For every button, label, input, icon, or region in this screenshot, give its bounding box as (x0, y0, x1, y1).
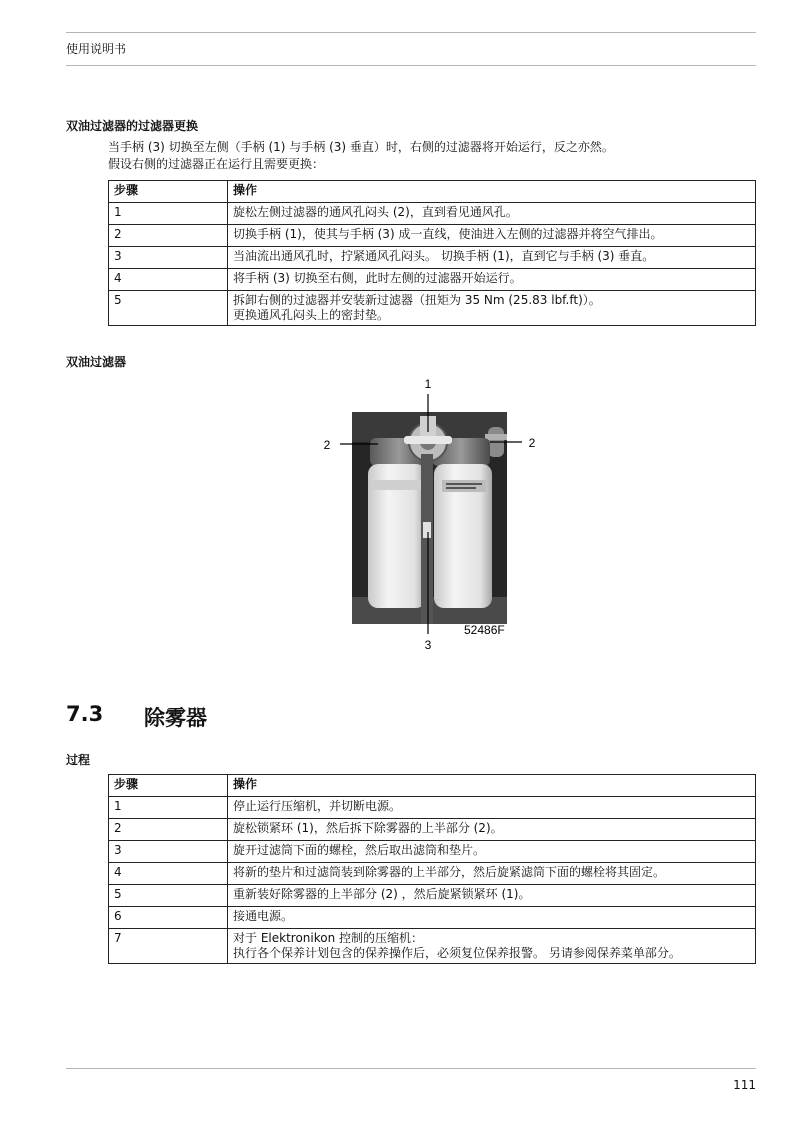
header-bottom-rule (66, 65, 756, 66)
callout-1: 1 (424, 377, 432, 391)
action-line: 执行各个保养计划包含的保养操作后，必须复位保养报警。 另请参阅保养菜单部分。 (233, 946, 681, 960)
table-row (109, 291, 756, 326)
intro-line: 假设右侧的过滤器正在运行且需要更换： (108, 157, 325, 171)
table-row (109, 797, 756, 819)
action-line: 当油流出通风孔时，拧紧通风孔闷头。 切换手柄 (1)，直到它与手柄 (3) 垂直。 (233, 249, 655, 263)
step-action (228, 225, 756, 247)
step-action (228, 797, 756, 819)
step-action (228, 863, 756, 885)
step-action (228, 819, 756, 841)
table-row (109, 269, 756, 291)
action-line: 拆卸右侧的过滤器并安装新过滤器（扭矩为 35 Nm (25.83 lbf.ft)）。 (233, 293, 601, 307)
header-step: 步骤 (109, 181, 228, 203)
table-row (109, 885, 756, 907)
step-number: 7 (109, 929, 228, 964)
dual-oil-filter-figure (300, 372, 560, 657)
action-line: 重新装好除雾器的上半部分 (2) ，然后旋紧锁紧环 (1)。 (233, 887, 531, 901)
section-intro (108, 139, 614, 173)
step-number: 1 (109, 203, 228, 225)
action-line: 旋松左侧过滤器的通风孔闷头 (2)，直到看见通风孔。 (233, 205, 518, 219)
step-number: 2 (109, 819, 228, 841)
step-number: 3 (109, 841, 228, 863)
callout-3: 3 (424, 638, 432, 652)
step-number: 6 (109, 907, 228, 929)
table-row (109, 841, 756, 863)
action-line: 将手柄 (3) 切换至右侧，此时左侧的过滤器开始运行。 (233, 271, 522, 285)
footer-rule (66, 1068, 756, 1069)
action-line: 接通电源。 (233, 909, 294, 923)
step-action (228, 841, 756, 863)
step-number: 4 (109, 863, 228, 885)
section-title-procedure: 过程 (66, 753, 91, 767)
step-action (228, 269, 756, 291)
demister-procedure-table (108, 774, 756, 964)
action-line: 停止运行压缩机，并切断电源。 (233, 799, 402, 813)
table-row (109, 863, 756, 885)
header-action: 操作 (228, 181, 756, 203)
page-number: 111 (733, 1078, 756, 1092)
table-row (109, 819, 756, 841)
callout-2-left: 2 (323, 438, 331, 452)
action-line: 切换手柄 (1)，使其与手柄 (3) 成一直线，使油进入左侧的过滤器并将空气排出。 (233, 227, 663, 241)
header-action: 操作 (228, 775, 756, 797)
step-action (228, 929, 756, 964)
step-number: 2 (109, 225, 228, 247)
figure-code: 52486F (464, 623, 505, 637)
header-top-rule (66, 32, 756, 33)
table-header-row (109, 181, 756, 203)
table-header-row (109, 775, 756, 797)
action-line: 将新的垫片和过滤筒装到除雾器的上半部分，然后旋紧滤筒下面的螺栓将其固定。 (233, 865, 666, 879)
step-action (228, 907, 756, 929)
step-action (228, 291, 756, 326)
step-action (228, 247, 756, 269)
table-row (109, 929, 756, 964)
action-line: 对于 Elektronikon 控制的压缩机： (233, 931, 424, 945)
section-title-dual-oil-filter: 双油过滤器 (66, 355, 127, 369)
header-title: 使用说明书 (66, 42, 127, 56)
step-number: 5 (109, 885, 228, 907)
header-step: 步骤 (109, 775, 228, 797)
callout-2-right: 2 (528, 436, 536, 450)
step-number: 4 (109, 269, 228, 291)
action-line: 更换通风孔闷头上的密封垫。 (233, 308, 390, 322)
dual-oil-filter-photo (300, 372, 560, 657)
table-row (109, 225, 756, 247)
chapter-title: 除雾器 (144, 706, 207, 730)
step-number: 1 (109, 797, 228, 819)
action-line: 旋松锁紧环 (1)，然后拆下除雾器的上半部分 (2)。 (233, 821, 503, 835)
step-action (228, 885, 756, 907)
table-row (109, 247, 756, 269)
step-number: 5 (109, 291, 228, 326)
action-line: 旋开过滤筒下面的螺栓，然后取出滤筒和垫片。 (233, 843, 486, 857)
intro-line: 当手柄 (3) 切换至左侧（手柄 (1) 与手柄 (3) 垂直）时，右侧的过滤器将开始运行，反之亦然。 (108, 140, 614, 154)
section-title-filter-replacement: 双油过滤器的过滤器更换 (66, 119, 199, 133)
step-action (228, 203, 756, 225)
filter-replacement-table (108, 180, 756, 326)
step-number: 3 (109, 247, 228, 269)
table-row (109, 203, 756, 225)
table-row (109, 907, 756, 929)
chapter-number: 7.3 (66, 702, 104, 726)
